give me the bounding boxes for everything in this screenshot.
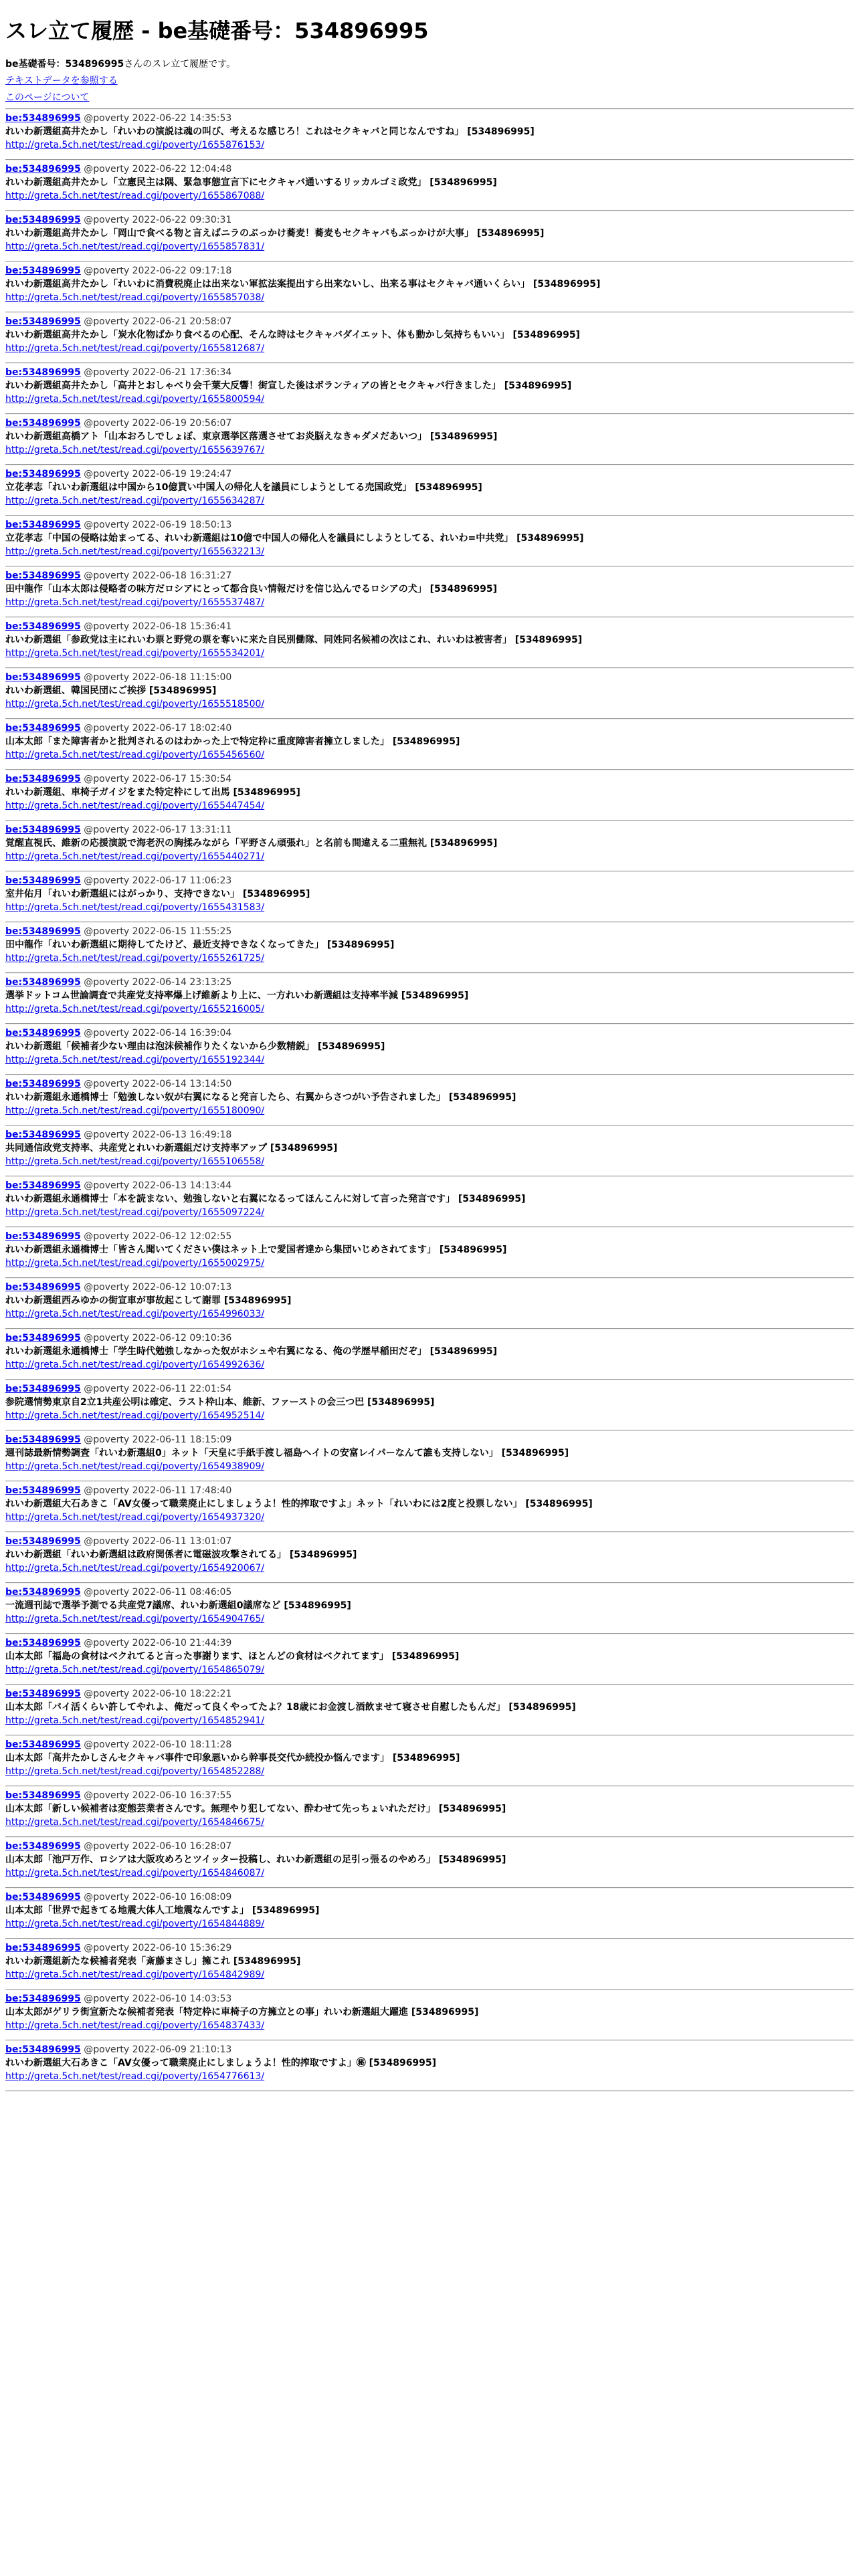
post-header bbox=[5, 2043, 854, 2056]
list-item bbox=[5, 720, 854, 769]
post-title: 山本太郎「新しい候補者は変態芸業者さんです。無理やり犯してない、酔わせて先っちょいれただけ」 [534896995] bbox=[5, 1804, 506, 1814]
post-meta: @poverty 2022-06-17 18:02:40 bbox=[84, 723, 232, 734]
post-author-link[interactable]: be:534896995 bbox=[5, 2044, 81, 2055]
post-title: れいわ新選組高井たかし「岡山で食べる物と言えばニラのぶっかけ蕎麦！蕎麦もセクキャバもぶっかけが大事」 [534896995] bbox=[5, 228, 545, 239]
list-item bbox=[5, 364, 854, 413]
post-meta: @poverty 2022-06-22 14:35:53 bbox=[84, 113, 232, 124]
post-title: れいわ新選組永通橋博士「学生時代勉強しなかった奴がホシュや右翼になる、俺の学歴早稲田だぞ」 [534896995] bbox=[5, 1346, 498, 1357]
post-header bbox=[5, 1382, 854, 1396]
post-url-line bbox=[5, 1155, 854, 1168]
post-url-line bbox=[5, 1002, 854, 1016]
post-meta: @poverty 2022-06-10 14:03:53 bbox=[84, 1994, 232, 2004]
post-url-link[interactable]: http://greta.5ch.net/test/read.cgi/poverty/1655180090/ bbox=[5, 1105, 265, 1116]
post-url-line bbox=[5, 494, 854, 508]
post-title: 山本太郎「高井たかしさんセクキャバ事件で印象悪いから幹事長交代か続投か悩んでます」 [534896995] bbox=[5, 1753, 460, 1763]
post-meta: @poverty 2022-06-14 13:14:50 bbox=[84, 1079, 232, 1089]
post-meta: @poverty 2022-06-22 09:17:18 bbox=[84, 265, 232, 276]
post-meta: @poverty 2022-06-13 14:13:44 bbox=[84, 1180, 232, 1191]
post-header bbox=[5, 1840, 854, 1853]
post-meta: @poverty 2022-06-13 16:49:18 bbox=[84, 1130, 232, 1140]
post-list bbox=[5, 110, 854, 2092]
list-item bbox=[5, 313, 854, 362]
post-meta: @poverty 2022-06-12 10:07:13 bbox=[84, 1282, 232, 1293]
post-author-link[interactable]: be:534896995 bbox=[5, 875, 81, 886]
post-url-line bbox=[5, 952, 854, 965]
post-url-link[interactable]: http://greta.5ch.net/test/read.cgi/poverty/1654846675/ bbox=[5, 1817, 265, 1828]
post-meta: @poverty 2022-06-22 09:30:31 bbox=[84, 215, 232, 225]
post-url-link[interactable]: http://greta.5ch.net/test/read.cgi/poverty/1654937320/ bbox=[5, 1512, 265, 1523]
post-title: 山本太郎「世界で起きてる地震大体人工地震なんですよ」 [534896995] bbox=[5, 1905, 320, 1916]
post-author-link[interactable]: be:534896995 bbox=[5, 1536, 81, 1547]
post-header bbox=[5, 976, 854, 989]
post-author-link[interactable]: be:534896995 bbox=[5, 1130, 81, 1140]
post-url-line bbox=[5, 1053, 854, 1067]
post-url-line bbox=[5, 1460, 854, 1473]
post-author-link[interactable]: be:534896995 bbox=[5, 1739, 81, 1750]
post-url-link[interactable]: http://greta.5ch.net/test/read.cgi/poverty/1655632213/ bbox=[5, 546, 265, 557]
post-title: れいわ新選組「参政党は主にれいわ票と野党の票を奪いに来た自民別働隊、同姓同名候補の次はこれ、れいわは被害者」 [534896995] bbox=[5, 635, 583, 645]
post-url-line bbox=[5, 596, 854, 609]
post-title: 山本太郎「池戸万作、ロシアは大阪攻めろとツイッター投稿し、れいわ新選組の足引っ張るのやめろ」 [534896995] bbox=[5, 1854, 506, 1865]
post-meta: @poverty 2022-06-11 08:46:05 bbox=[84, 1587, 232, 1598]
post-meta: @poverty 2022-06-10 16:08:09 bbox=[84, 1892, 232, 1903]
list-item bbox=[5, 211, 854, 261]
post-title: 週刊誌最新情勢調査「れいわ新選組0」ネット「天皇に手紙手渡し福島ヘイトの安富レイパーなんて誰も支持しない」 [534896995] bbox=[5, 1448, 569, 1459]
post-url-line bbox=[5, 189, 854, 203]
list-item bbox=[5, 1584, 854, 1633]
list-item bbox=[5, 2041, 854, 2090]
post-title: れいわ新選組新たな候補者発表「斎藤まさし」擁これ [534896995] bbox=[5, 1956, 301, 1967]
post-header bbox=[5, 1281, 854, 1294]
post-url-link[interactable]: http://greta.5ch.net/test/read.cgi/poverty/1654938909/ bbox=[5, 1461, 265, 1472]
post-url-line bbox=[5, 1257, 854, 1270]
post-url-link[interactable]: http://greta.5ch.net/test/read.cgi/poverty/1655634287/ bbox=[5, 496, 265, 506]
post-meta: @poverty 2022-06-17 11:06:23 bbox=[84, 875, 232, 886]
post-url-link[interactable]: http://greta.5ch.net/test/read.cgi/poverty/1654852288/ bbox=[5, 1766, 265, 1777]
post-url-link[interactable]: http://greta.5ch.net/test/read.cgi/poverty/1655857831/ bbox=[5, 241, 265, 252]
post-header bbox=[5, 163, 854, 176]
post-url-link[interactable]: http://greta.5ch.net/test/read.cgi/poverty/1655431583/ bbox=[5, 902, 265, 913]
post-meta: @poverty 2022-06-09 21:10:13 bbox=[84, 2044, 232, 2055]
post-url-link[interactable]: http://greta.5ch.net/test/read.cgi/poverty/1655867088/ bbox=[5, 191, 265, 201]
list-item bbox=[5, 1533, 854, 1582]
post-author-link[interactable]: be:534896995 bbox=[5, 1485, 81, 1496]
about-link-line bbox=[5, 90, 854, 106]
list-item bbox=[5, 1736, 854, 1786]
post-header bbox=[5, 315, 854, 328]
post-title: れいわ新選組永通橋博士「本を読まない、勉強しないと右翼になるってほんこんに対して言った発言です」 [534896995] bbox=[5, 1194, 526, 1204]
post-title: れいわ新選組高井たかし「立憲民主は隅、緊急事態宣言下にセクキャバ通いするリッカルゴミ政党」 [534896995] bbox=[5, 177, 497, 188]
post-author-link[interactable]: be:534896995 bbox=[5, 1180, 81, 1191]
post-title: 覚醒直視氏、維新の応援演説で海老沢の胸揉みながら「平野さん頑張れ」と名前も間違える二重無礼 [534896995] bbox=[5, 838, 498, 849]
list-item bbox=[5, 1279, 854, 1328]
post-title: れいわ新選組高井たかし「高井とおしゃべり会千葉大反響！街宣した後はボランティアの皆とセクキャバ行きました」 [534896995] bbox=[5, 381, 572, 391]
list-item bbox=[5, 1126, 854, 1176]
list-item bbox=[5, 669, 854, 718]
post-meta: @poverty 2022-06-10 16:37:55 bbox=[84, 1790, 232, 1801]
post-title: れいわ新選組西みゆかの街宣車が事故起こして謝罪 [534896995] bbox=[5, 1295, 292, 1306]
post-header bbox=[5, 1331, 854, 1345]
post-url-link[interactable]: http://greta.5ch.net/test/read.cgi/poverty/1655097224/ bbox=[5, 1207, 265, 1218]
post-header bbox=[5, 366, 854, 379]
post-header bbox=[5, 1179, 854, 1192]
post-url-link[interactable]: http://greta.5ch.net/test/read.cgi/poverty/1654952514/ bbox=[5, 1410, 265, 1421]
post-header bbox=[5, 1891, 854, 1904]
post-title: れいわ新選組、車椅子ガイジをまた特定枠にして出馬 [534896995] bbox=[5, 787, 300, 798]
post-author-link[interactable]: be:534896995 bbox=[5, 1282, 81, 1293]
post-url-link[interactable]: http://greta.5ch.net/test/read.cgi/poverty/1655800594/ bbox=[5, 394, 265, 405]
post-meta: @poverty 2022-06-21 20:58:07 bbox=[84, 316, 232, 327]
post-url-link[interactable]: http://greta.5ch.net/test/read.cgi/poverty/1654996033/ bbox=[5, 1309, 265, 1319]
post-url-line bbox=[5, 443, 854, 457]
post-url-link[interactable]: http://greta.5ch.net/test/read.cgi/poverty/1655534201/ bbox=[5, 648, 265, 659]
post-meta: @poverty 2022-06-19 20:56:07 bbox=[84, 418, 232, 429]
post-title: 立花孝志「れいわ新選組は中国から10億貰い中国人の帰化人を議員にしようとしてる売国政党」 [534896995] bbox=[5, 482, 482, 493]
intro-line bbox=[5, 56, 854, 73]
post-header bbox=[5, 1230, 854, 1243]
post-url-line bbox=[5, 748, 854, 762]
text-data-link[interactable]: テキストデータを参照する bbox=[5, 76, 118, 86]
post-header bbox=[5, 1077, 854, 1091]
list-item bbox=[5, 1889, 854, 1938]
intro-suffix: さんのスレ立て履歴です。 bbox=[124, 59, 236, 70]
post-author-link[interactable]: be:534896995 bbox=[5, 774, 81, 784]
post-url-link[interactable]: http://greta.5ch.net/test/read.cgi/poverty/1655192344/ bbox=[5, 1055, 265, 1065]
post-url-line bbox=[5, 1511, 854, 1524]
post-author-link[interactable]: be:534896995 bbox=[5, 1384, 81, 1394]
post-title: れいわ新選組永通橋博士「勉強しない奴が右翼になると発言したら、右翼からさつがい予告されました」 [534896995] bbox=[5, 1092, 516, 1103]
post-author-link[interactable]: be:534896995 bbox=[5, 1892, 81, 1903]
post-author-link[interactable]: be:534896995 bbox=[5, 469, 81, 479]
post-header bbox=[5, 823, 854, 837]
post-url-link[interactable]: http://greta.5ch.net/test/read.cgi/poverty/1654837433/ bbox=[5, 2020, 265, 2031]
post-url-line bbox=[5, 1765, 854, 1778]
list-item bbox=[5, 923, 854, 972]
post-title: れいわ新選組大石あきこ「AV女優って職業廃止にしましょうよ！性的搾取ですよ」㊙ [534896995] bbox=[5, 2058, 437, 2068]
list-item bbox=[5, 974, 854, 1023]
post-header bbox=[5, 671, 854, 684]
post-header bbox=[5, 1484, 854, 1497]
post-url-link[interactable]: http://greta.5ch.net/test/read.cgi/poverty/1655537487/ bbox=[5, 597, 265, 608]
post-header bbox=[5, 620, 854, 633]
post-url-line bbox=[5, 1663, 854, 1677]
post-header bbox=[5, 417, 854, 430]
post-author-link[interactable]: be:534896995 bbox=[5, 977, 81, 988]
post-title: れいわ新選組高井たかし「れいわの演説は魂の叫び、考えるな感じろ！これはセクキャバと同じなんですね」 [534896995] bbox=[5, 126, 535, 137]
post-url-link[interactable]: http://greta.5ch.net/test/read.cgi/poverty/1654844889/ bbox=[5, 1919, 265, 1929]
post-author-link[interactable]: be:534896995 bbox=[5, 1434, 81, 1445]
post-url-line bbox=[5, 1714, 854, 1727]
intro bbox=[5, 56, 854, 106]
post-url-link[interactable]: http://greta.5ch.net/test/read.cgi/poverty/1655216005/ bbox=[5, 1004, 265, 1014]
post-header bbox=[5, 1687, 854, 1701]
post-meta: @poverty 2022-06-12 09:10:36 bbox=[84, 1333, 232, 1344]
post-author-link[interactable]: be:534896995 bbox=[5, 672, 81, 683]
list-item bbox=[5, 1634, 854, 1684]
post-url-line bbox=[5, 291, 854, 304]
post-author-link[interactable]: be:534896995 bbox=[5, 520, 81, 530]
post-url-line bbox=[5, 799, 854, 813]
list-item bbox=[5, 415, 854, 464]
post-meta: @poverty 2022-06-10 18:22:21 bbox=[84, 1689, 232, 1699]
page-title: スレ立て履歴 - be基礎番号：534896995 bbox=[5, 18, 429, 43]
post-title: 室井佑月「れいわ新選組にはがっかり、支持できない」 [534896995] bbox=[5, 889, 310, 899]
post-title: れいわ新選組高井たかし「れいわに消費税廃止は出来ない軍拡法案提出すら出来ないし、出来る事はセクキャバ通いくらい」 [534896995] bbox=[5, 279, 601, 290]
list-item bbox=[5, 872, 854, 922]
list-item bbox=[5, 262, 854, 312]
post-title: れいわ新選組大石あきこ「AV女優って職業廃止にしましょうよ！性的搾取ですよ」ネット「れいわには2度と投票しない」 [534896995] bbox=[5, 1499, 593, 1509]
post-meta: @poverty 2022-06-11 18:15:09 bbox=[84, 1434, 232, 1445]
list-item bbox=[5, 1939, 854, 1989]
post-author-link[interactable]: be:534896995 bbox=[5, 164, 81, 175]
post-url-line bbox=[5, 697, 854, 711]
post-url-line bbox=[5, 647, 854, 660]
post-title: 山本太郎「バイ活くらい許してやれよ、俺だって良くやってたよ？18歳にお金渡し酒飲ませて寝させ自慰したもんだ」 [534896995] bbox=[5, 1702, 576, 1713]
list-item bbox=[5, 1431, 854, 1481]
post-url-link[interactable]: http://greta.5ch.net/test/read.cgi/poverty/1654904765/ bbox=[5, 1614, 265, 1624]
post-url-link[interactable]: http://greta.5ch.net/test/read.cgi/poverty/1655857038/ bbox=[5, 292, 265, 303]
post-author-link[interactable]: be:534896995 bbox=[5, 1994, 81, 2004]
post-url-line bbox=[5, 1206, 854, 1219]
post-title: 山本太郎「また障害者かと批判されるのはわかった上で特定枠に重度障害者擁立しました」 [534896995] bbox=[5, 736, 460, 747]
post-author-link[interactable]: be:534896995 bbox=[5, 1638, 81, 1648]
post-url-link[interactable]: http://greta.5ch.net/test/read.cgi/poverty/1655447454/ bbox=[5, 800, 265, 811]
post-meta: @poverty 2022-06-17 15:30:54 bbox=[84, 774, 232, 784]
post-header bbox=[5, 1433, 854, 1446]
post-meta: @poverty 2022-06-10 15:36:29 bbox=[84, 1943, 232, 1953]
list-item bbox=[5, 1380, 854, 1430]
post-author-link[interactable]: be:534896995 bbox=[5, 825, 81, 835]
post-author-link[interactable]: be:534896995 bbox=[5, 570, 81, 581]
post-author-link[interactable]: be:534896995 bbox=[5, 316, 81, 327]
list-item bbox=[5, 1329, 854, 1379]
post-meta: @poverty 2022-06-10 16:28:07 bbox=[84, 1841, 232, 1852]
post-url-line bbox=[5, 2019, 854, 2032]
post-url-line bbox=[5, 1816, 854, 1829]
post-meta: @poverty 2022-06-12 12:02:55 bbox=[84, 1231, 232, 1242]
post-title: 参院選情勢東京自2立1共産公明は確定、ラスト枠山本、維新、ファーストの会三つ巴 [534896995] bbox=[5, 1397, 435, 1408]
post-url-line bbox=[5, 240, 854, 253]
post-author-link[interactable]: be:534896995 bbox=[5, 1689, 81, 1699]
list-item bbox=[5, 821, 854, 871]
post-header bbox=[5, 467, 854, 481]
post-url-link[interactable]: http://greta.5ch.net/test/read.cgi/poverty/1654852941/ bbox=[5, 1715, 265, 1726]
divider bbox=[5, 2090, 854, 2092]
post-title: れいわ新選組高橋アト「山本おろしでしょぼ、東京選挙区落選させてお炎脳えなきゃダメだあいつ」 [534896995] bbox=[5, 431, 498, 442]
post-header bbox=[5, 1789, 854, 1802]
about-page-link[interactable]: このページについて bbox=[5, 92, 90, 103]
post-meta: @poverty 2022-06-11 13:01:07 bbox=[84, 1536, 232, 1547]
post-title: れいわ新選組、韓国民団にご挨拶 [534896995] bbox=[5, 685, 217, 696]
post-url-link[interactable]: http://greta.5ch.net/test/read.cgi/poverty/1655876153/ bbox=[5, 140, 265, 150]
post-url-line bbox=[5, 1968, 854, 1981]
post-author-link[interactable]: be:534896995 bbox=[5, 113, 81, 124]
post-header bbox=[5, 569, 854, 582]
list-item bbox=[5, 1482, 854, 1531]
post-title: れいわ新選組「候補者少ない理由は泡沫候補作りたくないから少数精鋭」 [534896995] bbox=[5, 1041, 385, 1052]
post-url-line bbox=[5, 1358, 854, 1372]
post-author-link[interactable]: be:534896995 bbox=[5, 1790, 81, 1801]
post-url-link[interactable]: http://greta.5ch.net/test/read.cgi/poverty/1654846087/ bbox=[5, 1868, 265, 1879]
post-header bbox=[5, 518, 854, 532]
post-author-link[interactable]: be:534896995 bbox=[5, 418, 81, 429]
list-item bbox=[5, 1177, 854, 1226]
post-title: れいわ新選組高井たかし「炭水化物ばかり食べるの心配、そんな時はセクキャバダイエット、体も動かし気持ちもいい」 [534896995] bbox=[5, 330, 580, 340]
list-item bbox=[5, 110, 854, 159]
post-title: 山本太郎「福島の食材はベクれてると言った事謝ります、ほとんどの食材はベクれてます」 [534896995] bbox=[5, 1651, 460, 1662]
post-url-line bbox=[5, 901, 854, 914]
post-header bbox=[5, 925, 854, 938]
be-number-label: be基礎番号：534896995 bbox=[5, 59, 124, 70]
post-author-link[interactable]: be:534896995 bbox=[5, 621, 81, 632]
list-item bbox=[5, 1075, 854, 1125]
list-item bbox=[5, 1025, 854, 1074]
post-meta: @poverty 2022-06-10 21:44:39 bbox=[84, 1638, 232, 1648]
list-item bbox=[5, 516, 854, 566]
post-url-link[interactable]: http://greta.5ch.net/test/read.cgi/poverty/1655812687/ bbox=[5, 343, 265, 354]
post-url-link[interactable]: http://greta.5ch.net/test/read.cgi/poverty/1655002975/ bbox=[5, 1258, 265, 1269]
list-item bbox=[5, 1787, 854, 1836]
post-meta: @poverty 2022-06-11 17:48:40 bbox=[84, 1485, 232, 1496]
post-url-line bbox=[5, 1562, 854, 1575]
post-url-line bbox=[5, 1409, 854, 1422]
post-title: 選挙ドットコム世論調査で共産党支持率爆上げ維新より上に、一方れいわ新選組は支持率半減 [534896995] bbox=[5, 990, 469, 1001]
post-author-link[interactable]: be:534896995 bbox=[5, 926, 81, 937]
post-url-link[interactable]: http://greta.5ch.net/test/read.cgi/poverty/1654776613/ bbox=[5, 2071, 265, 2082]
post-author-link[interactable]: be:534896995 bbox=[5, 215, 81, 225]
post-meta: @poverty 2022-06-18 11:15:00 bbox=[84, 672, 232, 683]
post-url-link[interactable]: http://greta.5ch.net/test/read.cgi/poverty/1655518500/ bbox=[5, 699, 265, 710]
post-url-link[interactable]: http://greta.5ch.net/test/read.cgi/poverty/1654865079/ bbox=[5, 1665, 265, 1675]
post-url-link[interactable]: http://greta.5ch.net/test/read.cgi/poverty/1655261725/ bbox=[5, 953, 265, 964]
post-header bbox=[5, 264, 854, 278]
post-meta: @poverty 2022-06-14 16:39:04 bbox=[84, 1028, 232, 1039]
post-header bbox=[5, 1992, 854, 2006]
list-item bbox=[5, 1228, 854, 1277]
post-url-link[interactable]: http://greta.5ch.net/test/read.cgi/poverty/1655456560/ bbox=[5, 750, 265, 760]
post-meta: @poverty 2022-06-10 18:11:28 bbox=[84, 1739, 232, 1750]
list-item bbox=[5, 465, 854, 515]
post-title: 田中龍作「れいわ新選組に期待してたけど、最近支持できなくなってきた」 [534896995] bbox=[5, 940, 395, 950]
post-title: 山本太郎がゲリラ街宣新たな候補者発表「特定枠に車椅子の方擁立との事」れいわ新選組大躍進 [534896995] bbox=[5, 2007, 479, 2018]
post-meta: @poverty 2022-06-18 15:36:41 bbox=[84, 621, 232, 632]
post-author-link[interactable]: be:534896995 bbox=[5, 1231, 81, 1242]
post-header bbox=[5, 1738, 854, 1751]
post-url-link[interactable]: http://greta.5ch.net/test/read.cgi/poverty/1654920067/ bbox=[5, 1563, 265, 1574]
list-item bbox=[5, 567, 854, 617]
post-header bbox=[5, 1941, 854, 1955]
post-author-link[interactable]: be:534896995 bbox=[5, 1079, 81, 1089]
post-url-line bbox=[5, 1104, 854, 1117]
list-item bbox=[5, 160, 854, 210]
post-meta: @poverty 2022-06-19 19:24:47 bbox=[84, 469, 232, 479]
post-url-line bbox=[5, 342, 854, 355]
post-title: 一流週刊誌で選挙予測でる共産党7議席、れいわ新選組0議席など [534896995] bbox=[5, 1600, 351, 1611]
text-data-link-line bbox=[5, 73, 854, 90]
post-title: 立花孝志「中国の侵略は始まってる、れいわ新選組は10億で中国人の帰化人を議員にしようとしてる、れいわ=中共党」 [534896995] bbox=[5, 533, 584, 544]
post-url-line bbox=[5, 393, 854, 406]
post-author-link[interactable]: be:534896995 bbox=[5, 265, 81, 276]
post-meta: @poverty 2022-06-18 16:31:27 bbox=[84, 570, 232, 581]
post-author-link[interactable]: be:534896995 bbox=[5, 1333, 81, 1344]
post-url-line bbox=[5, 2070, 854, 2083]
post-author-link[interactable]: be:534896995 bbox=[5, 1943, 81, 1953]
post-header bbox=[5, 1128, 854, 1142]
post-url-link[interactable]: http://greta.5ch.net/test/read.cgi/poverty/1654842989/ bbox=[5, 1969, 265, 1980]
post-url-line bbox=[5, 1866, 854, 1880]
post-header bbox=[5, 722, 854, 735]
list-item bbox=[5, 1838, 854, 1887]
post-meta: @poverty 2022-06-22 12:04:48 bbox=[84, 164, 232, 175]
list-item bbox=[5, 1990, 854, 2040]
post-title: れいわ新選組「れいわ新選組は政府関係者に電磁波攻撃されてる」 [534896995] bbox=[5, 1549, 357, 1560]
post-url-line bbox=[5, 1307, 854, 1321]
post-url-line bbox=[5, 1612, 854, 1626]
post-header bbox=[5, 1535, 854, 1548]
list-item bbox=[5, 618, 854, 667]
post-title: れいわ新選組永通橋博士「皆さん聞いてください僕はネット上で愛国者達から集団いじめされてます」 [534896995] bbox=[5, 1245, 507, 1255]
post-url-line bbox=[5, 138, 854, 152]
post-title: 田中龍作「山本太郎は侵略者の味方だロシアにとって都合良い情報だけを信じ込んでるロシアの犬」 [534896995] bbox=[5, 584, 498, 595]
list-item bbox=[5, 770, 854, 820]
post-author-link[interactable]: be:534896995 bbox=[5, 1841, 81, 1852]
post-meta: @poverty 2022-06-14 23:13:25 bbox=[84, 977, 232, 988]
post-header bbox=[5, 1636, 854, 1650]
post-meta: @poverty 2022-06-11 22:01:54 bbox=[84, 1384, 232, 1394]
post-author-link[interactable]: be:534896995 bbox=[5, 723, 81, 734]
post-url-line bbox=[5, 545, 854, 558]
post-author-link[interactable]: be:534896995 bbox=[5, 1028, 81, 1039]
post-meta: @poverty 2022-06-19 18:50:13 bbox=[84, 520, 232, 530]
post-header bbox=[5, 772, 854, 786]
post-header bbox=[5, 112, 854, 125]
list-item bbox=[5, 1685, 854, 1735]
post-meta: @poverty 2022-06-15 11:55:25 bbox=[84, 926, 232, 937]
post-url-line bbox=[5, 850, 854, 863]
post-header bbox=[5, 1586, 854, 1599]
post-author-link[interactable]: be:534896995 bbox=[5, 367, 81, 378]
post-url-link[interactable]: http://greta.5ch.net/test/read.cgi/poverty/1655440271/ bbox=[5, 851, 265, 862]
post-header bbox=[5, 213, 854, 227]
post-url-link[interactable]: http://greta.5ch.net/test/read.cgi/poverty/1654992636/ bbox=[5, 1360, 265, 1370]
post-url-link[interactable]: http://greta.5ch.net/test/read.cgi/poverty/1655639767/ bbox=[5, 445, 265, 455]
post-meta: @poverty 2022-06-17 13:31:11 bbox=[84, 825, 232, 835]
post-header bbox=[5, 874, 854, 887]
post-title: 共同通信政党支持率、共産党とれいわ新選組だけ支持率アップ [534896995] bbox=[5, 1143, 338, 1154]
post-url-line bbox=[5, 1917, 854, 1931]
post-url-link[interactable]: http://greta.5ch.net/test/read.cgi/poverty/1655106558/ bbox=[5, 1156, 265, 1167]
post-meta: @poverty 2022-06-21 17:36:34 bbox=[84, 367, 232, 378]
post-author-link[interactable]: be:534896995 bbox=[5, 1587, 81, 1598]
post-header bbox=[5, 1027, 854, 1040]
